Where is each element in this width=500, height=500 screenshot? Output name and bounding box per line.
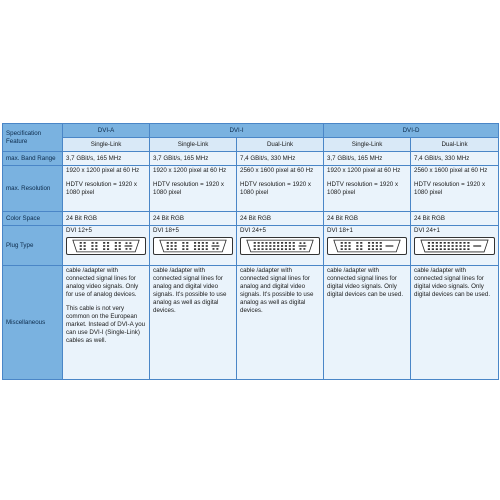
- plug-type-name: DVI 18+1: [327, 227, 353, 234]
- corner-label: Specification Feature: [3, 124, 63, 152]
- band-range-cell: 7,4 GBit/s, 330 MHz: [411, 152, 499, 166]
- plug-type-cell: [324, 226, 411, 266]
- row-label-band-range: max. Band Range: [3, 152, 63, 166]
- resolution-main: 1920 x 1200 pixel at 60 Hz: [66, 167, 140, 174]
- dvi-d-single-connector-icon: [327, 237, 407, 255]
- misc-text: cable /adapter with connected signal lines for analog and digital video signals. It's possible to use analog as well as digital devices.: [240, 267, 314, 314]
- misc-cell: [324, 266, 411, 380]
- misc-cell: [411, 266, 499, 380]
- resolution-main: 2560 x 1600 pixel at 60 Hz: [414, 167, 488, 174]
- resolution-hdtv: HDTV resolution = 1920 x 1080 pixel: [240, 180, 312, 196]
- link-type-dvi-d-dual: Dual-Link: [411, 138, 499, 152]
- link-type-dvi-d-single: Single-Link: [324, 138, 411, 152]
- color-space-cell: 24 Bit RGB: [237, 212, 324, 226]
- plug-type-cell: [411, 226, 499, 266]
- plug-type-cell: [150, 226, 237, 266]
- color-space-cell: 24 Bit RGB: [63, 212, 150, 226]
- misc-text: cable /adapter with connected signal lines for digital video signals. Only digital devices can be used.: [414, 267, 491, 298]
- resolution-main: 1920 x 1200 pixel at 60 Hz: [153, 167, 227, 174]
- group-header-dvi-a: DVI-A: [63, 124, 150, 138]
- dvi-i-dual-connector-icon: [240, 237, 320, 255]
- color-space-cell: 24 Bit RGB: [150, 212, 237, 226]
- row-label-resolution: max. Resolution: [3, 166, 63, 212]
- plug-type-cell: [63, 226, 150, 266]
- misc-note: This cable is not very common on the European market. Instead of DVI-A you can use DVI-I (Single-Link) cables as well.: [66, 304, 146, 344]
- resolution-hdtv: HDTV resolution = 1920 x 1080 pixel: [327, 180, 399, 196]
- link-type-dvi-i-single: Single-Link: [150, 138, 237, 152]
- misc-text: cable /adapter with connected signal lines for analog video signals. Only for use of analog devices.: [66, 267, 139, 298]
- link-type-dvi-a: Single-Link: [63, 138, 150, 152]
- misc-cell: [237, 266, 324, 380]
- resolution-cell: [63, 166, 150, 212]
- plug-type-name: DVI 24+1: [414, 227, 440, 234]
- group-header-dvi-d: DVI-D: [324, 124, 499, 138]
- dvi-i-single-connector-icon: [153, 237, 233, 255]
- resolution-main: 2560 x 1600 pixel at 60 Hz: [240, 167, 314, 174]
- misc-cell: [63, 266, 150, 380]
- misc-text: cable /adapter with connected signal lines for digital video signals. Only digital devices can be used.: [327, 267, 404, 298]
- color-space-cell: 24 Bit RGB: [411, 212, 499, 226]
- row-label-plug-type: Plug Type: [3, 226, 63, 266]
- group-header-dvi-i: DVI-I: [150, 124, 324, 138]
- resolution-main: 1920 x 1200 pixel at 60 Hz: [327, 167, 401, 174]
- row-label-color-space: Color Space: [3, 212, 63, 226]
- band-range-cell: 3,7 GBit/s, 165 MHz: [150, 152, 237, 166]
- link-type-dvi-i-dual: Dual-Link: [237, 138, 324, 152]
- resolution-hdtv: HDTV resolution = 1920 x 1080 pixel: [66, 180, 138, 196]
- dvi-spec-table-container: [2, 123, 498, 379]
- resolution-hdtv: HDTV resolution = 1920 x 1080 pixel: [153, 180, 225, 196]
- band-range-cell: 3,7 GBit/s, 165 MHz: [63, 152, 150, 166]
- dvi-d-dual-connector-icon: [414, 237, 495, 255]
- plug-type-name: DVI 12+5: [66, 227, 92, 234]
- resolution-hdtv: HDTV resolution = 1920 x 1080 pixel: [414, 180, 486, 196]
- band-range-cell: 3,7 GBit/s, 165 MHz: [324, 152, 411, 166]
- plug-type-cell: [237, 226, 324, 266]
- misc-text: cable /adapter with connected signal lines for analog and digital video signals. It's possible to use analog as well as digital devices.: [153, 267, 227, 314]
- misc-cell: [150, 266, 237, 380]
- resolution-cell: [237, 166, 324, 212]
- color-space-cell: 24 Bit RGB: [324, 212, 411, 226]
- plug-type-name: DVI 18+5: [153, 227, 179, 234]
- resolution-cell: [150, 166, 237, 212]
- resolution-cell: [324, 166, 411, 212]
- dvi-specification-table: [2, 123, 499, 380]
- resolution-cell: [411, 166, 499, 212]
- row-label-miscellaneous: Miscellaneous: [3, 266, 63, 380]
- dvi-a-connector-icon: [66, 237, 146, 255]
- band-range-cell: 7,4 GBit/s, 330 MHz: [237, 152, 324, 166]
- plug-type-name: DVI 24+5: [240, 227, 266, 234]
